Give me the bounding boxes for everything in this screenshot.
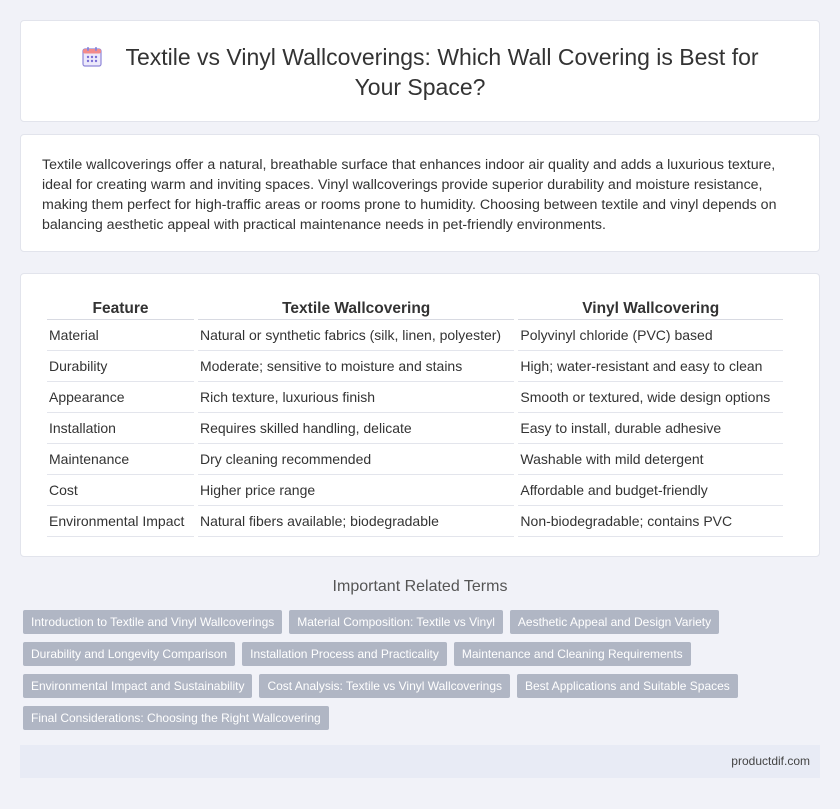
intro-card xyxy=(20,134,820,252)
cell-feature: Installation xyxy=(47,413,194,444)
calendar-icon xyxy=(81,46,103,68)
cell-vinyl: Smooth or textured, wide design options xyxy=(518,382,783,413)
cell-textile: Moderate; sensitive to moisture and stains xyxy=(198,351,514,382)
table-header-row xyxy=(47,298,783,320)
cell-feature: Cost xyxy=(47,475,194,506)
page-title xyxy=(61,42,779,102)
cell-textile: Natural fibers available; biodegradable xyxy=(198,506,514,537)
cell-vinyl: Easy to install, durable adhesive xyxy=(518,413,783,444)
header-textile: Textile Wallcovering xyxy=(198,298,514,320)
cell-feature: Material xyxy=(47,320,194,351)
cell-vinyl: Affordable and budget-friendly xyxy=(518,475,783,506)
related-terms-title: Important Related Terms xyxy=(332,578,508,595)
cell-feature: Maintenance xyxy=(47,444,194,475)
table-row xyxy=(47,413,783,444)
title-card xyxy=(20,20,820,122)
cell-textile: Dry cleaning recommended xyxy=(198,444,514,475)
comparison-table xyxy=(43,298,787,537)
related-term-tag[interactable]: Aesthetic Appeal and Design Variety xyxy=(510,610,719,634)
page-title-text: Textile vs Vinyl Wallcoverings: Which Wall Covering is Best for Your Space? xyxy=(125,44,759,100)
table-row xyxy=(47,320,783,351)
cell-textile: Rich texture, luxurious finish xyxy=(198,382,514,413)
footer-site-link[interactable]: productdif.com xyxy=(731,754,810,768)
cell-textile: Higher price range xyxy=(198,475,514,506)
related-term-tag[interactable]: Cost Analysis: Textile vs Vinyl Wallcoverings xyxy=(259,674,510,698)
cell-vinyl: Polyvinyl chloride (PVC) based xyxy=(518,320,783,351)
cell-feature: Environmental Impact xyxy=(47,506,194,537)
footer xyxy=(20,745,820,778)
intro-paragraph: Textile wallcoverings offer a natural, breathable surface that enhances indoor air quality and adds a luxurious texture, ideal for creating warm and inviting spaces. Vinyl wallcoverings provide superior durability and moisture resistance, making them perfect for high-traffic areas or rooms prone to humidity. Choosing between textile and vinyl depends on balancing aesthetic appeal with practical maintenance needs in pet-friendly environments. xyxy=(42,157,777,233)
table-row xyxy=(47,444,783,475)
cell-feature: Appearance xyxy=(47,382,194,413)
cell-feature: Durability xyxy=(47,351,194,382)
table-row xyxy=(47,506,783,537)
cell-textile: Requires skilled handling, delicate xyxy=(198,413,514,444)
table-row xyxy=(47,382,783,413)
related-term-tag[interactable]: Material Composition: Textile vs Vinyl xyxy=(289,610,503,634)
related-term-tag[interactable]: Durability and Longevity Comparison xyxy=(23,642,235,666)
cell-vinyl: Washable with mild detergent xyxy=(518,444,783,475)
header-feature: Feature xyxy=(47,298,194,320)
related-term-tag[interactable]: Best Applications and Suitable Spaces xyxy=(517,674,738,698)
table-row xyxy=(47,475,783,506)
related-term-tag[interactable]: Installation Process and Practicality xyxy=(242,642,447,666)
related-term-tag[interactable]: Final Considerations: Choosing the Right Wallcovering xyxy=(23,706,329,730)
cell-vinyl: High; water-resistant and easy to clean xyxy=(518,351,783,382)
header-vinyl: Vinyl Wallcovering xyxy=(518,298,783,320)
related-term-tag[interactable]: Maintenance and Cleaning Requirements xyxy=(454,642,691,666)
cell-vinyl: Non-biodegradable; contains PVC xyxy=(518,506,783,537)
related-term-tag[interactable]: Introduction to Textile and Vinyl Wallcoverings xyxy=(23,610,282,634)
related-terms-list xyxy=(23,610,783,730)
cell-textile: Natural or synthetic fabrics (silk, linen, polyester) xyxy=(198,320,514,351)
comparison-card xyxy=(20,273,820,557)
table-row xyxy=(47,351,783,382)
related-term-tag[interactable]: Environmental Impact and Sustainability xyxy=(23,674,252,698)
